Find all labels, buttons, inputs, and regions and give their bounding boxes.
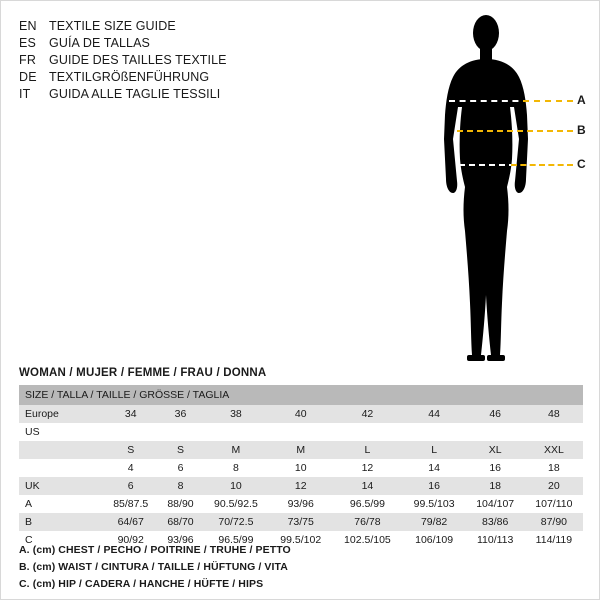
- cell: 104/107: [466, 495, 525, 513]
- cell: 106/109: [403, 531, 466, 549]
- cell: 34: [103, 405, 158, 423]
- cell: 8: [158, 477, 202, 495]
- row-label: Europe: [19, 405, 103, 423]
- cell: 110/113: [466, 531, 525, 549]
- cell: 38: [203, 405, 270, 423]
- cell: 14: [403, 459, 466, 477]
- cell: 18: [525, 459, 583, 477]
- cell: [269, 423, 332, 441]
- cell: M: [203, 441, 270, 459]
- cell: 107/110: [525, 495, 583, 513]
- row-label: UK: [19, 477, 103, 495]
- table-row: [19, 405, 583, 423]
- cell: 6: [103, 477, 158, 495]
- chest-measure-line-inner: [449, 100, 529, 102]
- cell: [466, 423, 525, 441]
- cell: 93/96: [158, 531, 202, 549]
- cell: 99.5/103: [403, 495, 466, 513]
- cell: 12: [332, 459, 402, 477]
- table-row: [19, 495, 583, 513]
- row-label: B: [19, 513, 103, 531]
- cell: 64/67: [103, 513, 158, 531]
- section-title: WOMAN / MUJER / FEMME / FRAU / DONNA: [19, 367, 267, 379]
- language-code: FR: [19, 53, 37, 67]
- language-title: GUIDE DES TAILLES TEXTILE: [49, 53, 227, 67]
- table-row: [19, 477, 583, 495]
- row-label: C: [19, 531, 103, 549]
- language-row: [19, 36, 349, 50]
- note-a: A. (cm) CHEST / PECHO / POITRINE / TRUHE / PETTO: [19, 544, 291, 556]
- cell: 6: [158, 459, 202, 477]
- cell: 83/86: [466, 513, 525, 531]
- cell: 96.5/99: [203, 531, 270, 549]
- measure-label-b: B: [577, 123, 586, 137]
- body-silhouette-icon: [401, 11, 591, 371]
- cell: 90/92: [103, 531, 158, 549]
- size-table: [19, 385, 583, 549]
- row-label: US: [19, 423, 103, 441]
- cell: 18: [466, 477, 525, 495]
- cell: 16: [466, 459, 525, 477]
- cell: XL: [466, 441, 525, 459]
- measurement-notes: [19, 544, 579, 595]
- cell: 4: [103, 459, 158, 477]
- table-row: [19, 513, 583, 531]
- cell: [332, 423, 402, 441]
- cell: S: [103, 441, 158, 459]
- cell: 20: [525, 477, 583, 495]
- note-c: C. (cm) HIP / CADERA / HANCHE / HÜFTE / HIPS: [19, 578, 264, 590]
- cell: 76/78: [332, 513, 402, 531]
- hip-measure-line-inner: [459, 164, 515, 166]
- cell: 42: [332, 405, 402, 423]
- row-label: [19, 441, 103, 459]
- cell: 93/96: [269, 495, 332, 513]
- cell: 70/72.5: [203, 513, 270, 531]
- cell: L: [403, 441, 466, 459]
- language-row: [19, 70, 349, 84]
- language-row: [19, 87, 349, 101]
- row-label: A: [19, 495, 103, 513]
- chest-measure-line: [523, 100, 573, 102]
- note-b: B. (cm) WAIST / CINTURA / TAILLE / HÜFTUNG / VITA: [19, 561, 288, 573]
- language-title: TEXTILGRÖßENFÜHRUNG: [49, 70, 210, 84]
- cell: 90.5/92.5: [203, 495, 270, 513]
- cell: L: [332, 441, 402, 459]
- cell: 87/90: [525, 513, 583, 531]
- cell: 10: [203, 477, 270, 495]
- cell: 73/75: [269, 513, 332, 531]
- cell: 85/87.5: [103, 495, 158, 513]
- cell: 16: [403, 477, 466, 495]
- cell: S: [158, 441, 202, 459]
- waist-measure-line: [457, 130, 573, 132]
- cell: 10: [269, 459, 332, 477]
- cell: 99.5/102: [269, 531, 332, 549]
- female-body-figure: [401, 11, 591, 371]
- row-label: [19, 459, 103, 477]
- cell: XXL: [525, 441, 583, 459]
- cell: 8: [203, 459, 270, 477]
- cell: 44: [403, 405, 466, 423]
- cell: [203, 423, 270, 441]
- language-row: [19, 19, 349, 33]
- language-code: EN: [19, 19, 37, 33]
- language-title: GUÍA DE TALLAS: [49, 36, 150, 50]
- measure-label-a: A: [577, 93, 586, 107]
- table-row: [19, 441, 583, 459]
- language-code: IT: [19, 87, 31, 101]
- table-header-row: [19, 385, 583, 405]
- cell: M: [269, 441, 332, 459]
- language-title: GUIDA ALLE TAGLIE TESSILI: [49, 87, 221, 101]
- cell: [103, 423, 158, 441]
- table-row: [19, 459, 583, 477]
- cell: 14: [332, 477, 402, 495]
- language-code: DE: [19, 70, 37, 84]
- cell: 96.5/99: [332, 495, 402, 513]
- cell: 102.5/105: [332, 531, 402, 549]
- hip-measure-line: [511, 164, 573, 166]
- cell: 46: [466, 405, 525, 423]
- cell: [525, 423, 583, 441]
- cell: 88/90: [158, 495, 202, 513]
- cell: 114/119: [525, 531, 583, 549]
- measure-label-c: C: [577, 157, 586, 171]
- cell: [403, 423, 466, 441]
- language-title: TEXTILE SIZE GUIDE: [49, 19, 176, 33]
- cell: 36: [158, 405, 202, 423]
- cell: 79/82: [403, 513, 466, 531]
- cell: 12: [269, 477, 332, 495]
- table-header-label: SIZE / TALLA / TAILLE / GRÖSSE / TAGLIA: [19, 385, 583, 405]
- language-row: [19, 53, 349, 67]
- language-list: [19, 19, 349, 104]
- table-row: [19, 423, 583, 441]
- cell: 48: [525, 405, 583, 423]
- cell: [158, 423, 202, 441]
- cell: 40: [269, 405, 332, 423]
- cell: 68/70: [158, 513, 202, 531]
- language-code: ES: [19, 36, 37, 50]
